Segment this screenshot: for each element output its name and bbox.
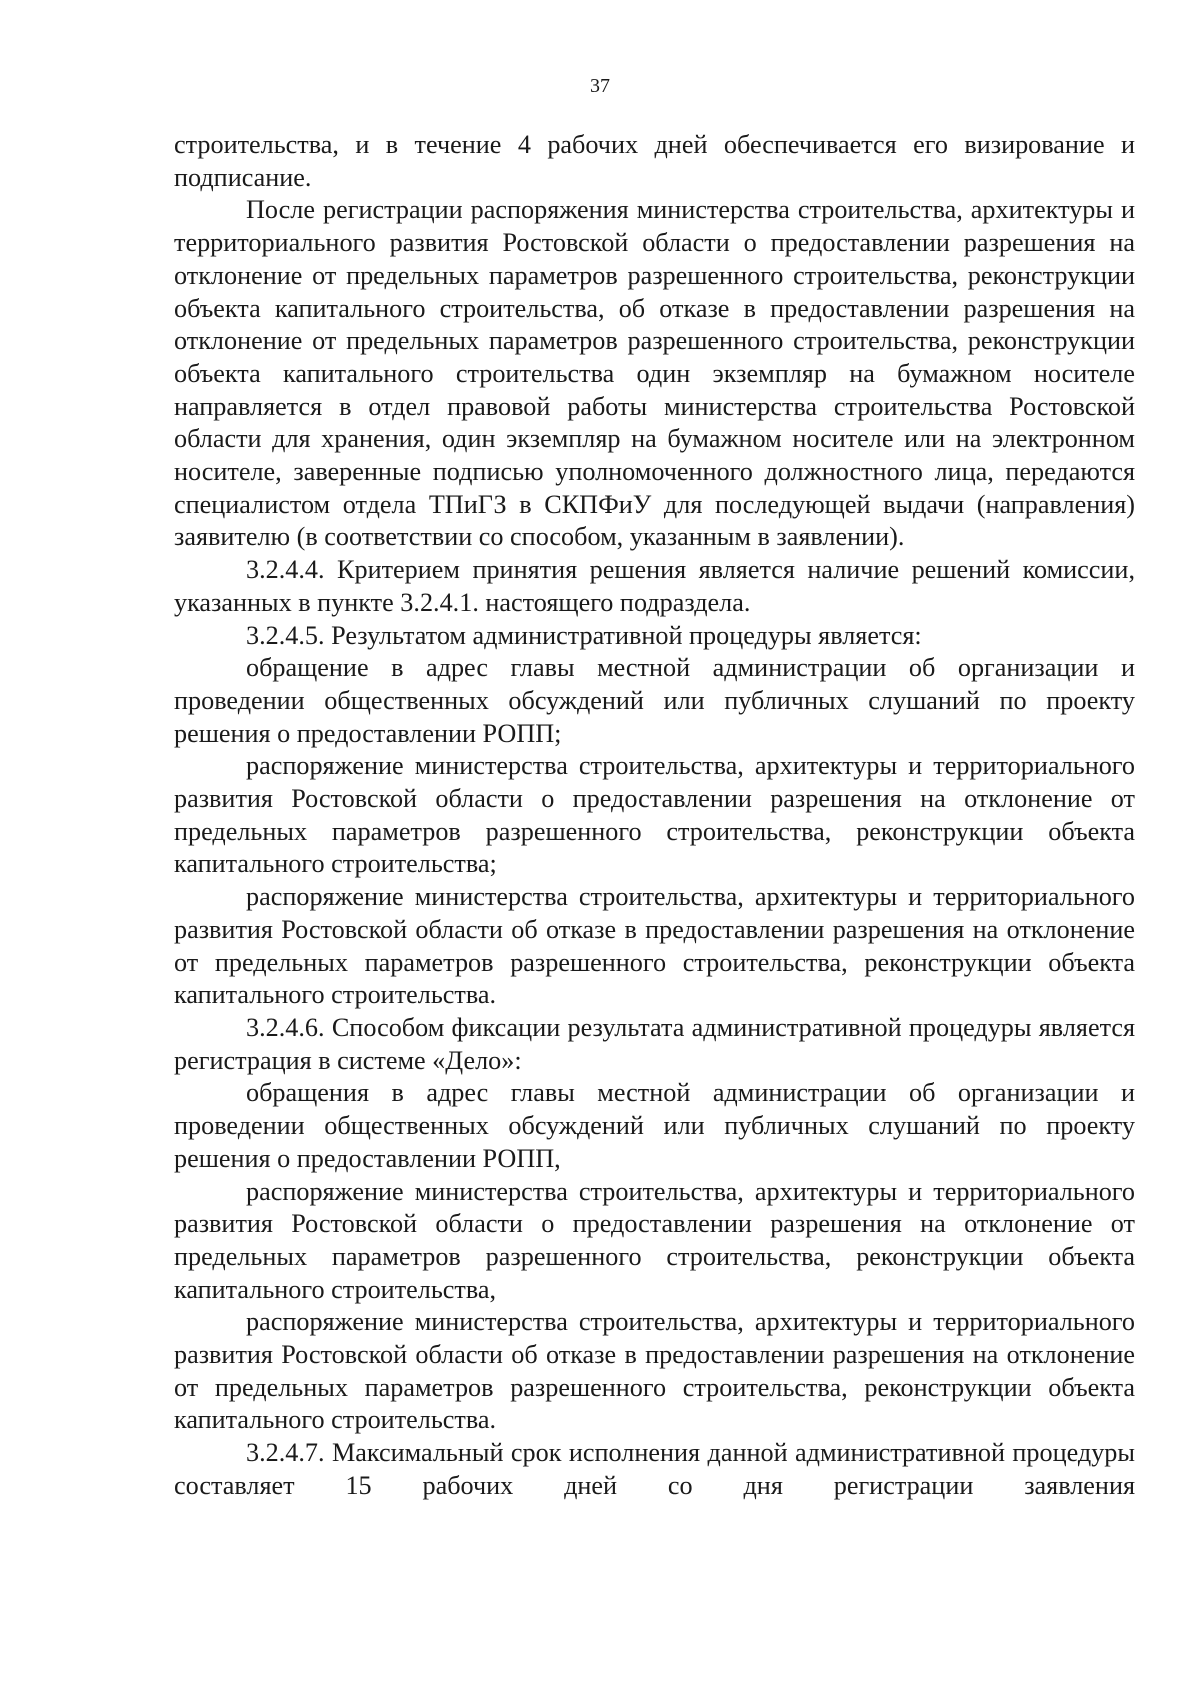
paragraph: обращения в адрес главы местной администрации об организации и проведении общественных обсуждений или публичных слушаний по проекту решения о предоставлении РОПП,: [174, 1078, 1135, 1173]
paragraph: распоряжение министерства строительства, архитектуры и территориального развития Ростовской области о предоставлении разрешения на отклонение от предельных параметров разрешенного строительства, реконструкции объекта капитального строительства;: [174, 751, 1135, 879]
paragraph: 3.2.4.7. Максимальный срок исполнения данной административной процедуры составляет 15 рабочих дней со дня регистрации заявления: [174, 1438, 1135, 1500]
document-body: [174, 129, 1135, 1503]
paragraph: После регистрации распоряжения министерства строительства, архитектуры и территориального развития Ростовской области о предоставлении разрешения на отклонение от предельных параметров разрешенного строительства, реконструкции объекта капитального строительства, об отказе в предоставлении разрешения на отклонение от предельных параметров разрешенного строительства, реконструкции объекта капитального строительства один экземпляр на бумажном носителе направляется в отдел правовой работы министерства строительства Ростовской области для хранения, один экземпляр на бумажном носителе или на электронном носителе, заверенные подписью уполномоченного должностного лица, передаются специалистом отдела ТПиГЗ в СКПФиУ для последующей выдачи (направления) заявителю (в соответствии со способом, указанным в заявлении).: [174, 195, 1135, 552]
paragraph: обращение в адрес главы местной администрации об организации и проведении общественных обсуждений или публичных слушаний по проекту решения о предоставлении РОПП;: [174, 653, 1135, 748]
paragraph: строительства, и в течение 4 рабочих дней обеспечивается его визирование и подписание.: [174, 130, 1135, 192]
paragraph: распоряжение министерства строительства, архитектуры и территориального развития Ростовской области об отказе в предоставлении разрешения на отклонение от предельных параметров разрешенного строительства, реконструкции объекта капитального строительства.: [174, 882, 1135, 1010]
page-number: 37: [590, 75, 610, 97]
paragraph: распоряжение министерства строительства, архитектуры и территориального развития Ростовской области о предоставлении разрешения на отклонение от предельных параметров разрешенного строительства, реконструкции объекта капитального строительства,: [174, 1176, 1135, 1304]
paragraph: 3.2.4.5. Результатом административной процедуры является:: [246, 620, 922, 650]
paragraph: 3.2.4.4. Критерием принятия решения является наличие решений комиссии, указанных в пункте 3.2.4.1. настоящего подраздела.: [174, 555, 1135, 617]
paragraph: распоряжение министерства строительства, архитектуры и территориального развития Ростовской области об отказе в предоставлении разрешения на отклонение от предельных параметров разрешенного строительства, реконструкции объекта капитального строительства.: [174, 1307, 1135, 1435]
paragraph: 3.2.4.6. Способом фиксации результата административной процедуры является регистрация в системе «Дело»:: [174, 1012, 1135, 1075]
